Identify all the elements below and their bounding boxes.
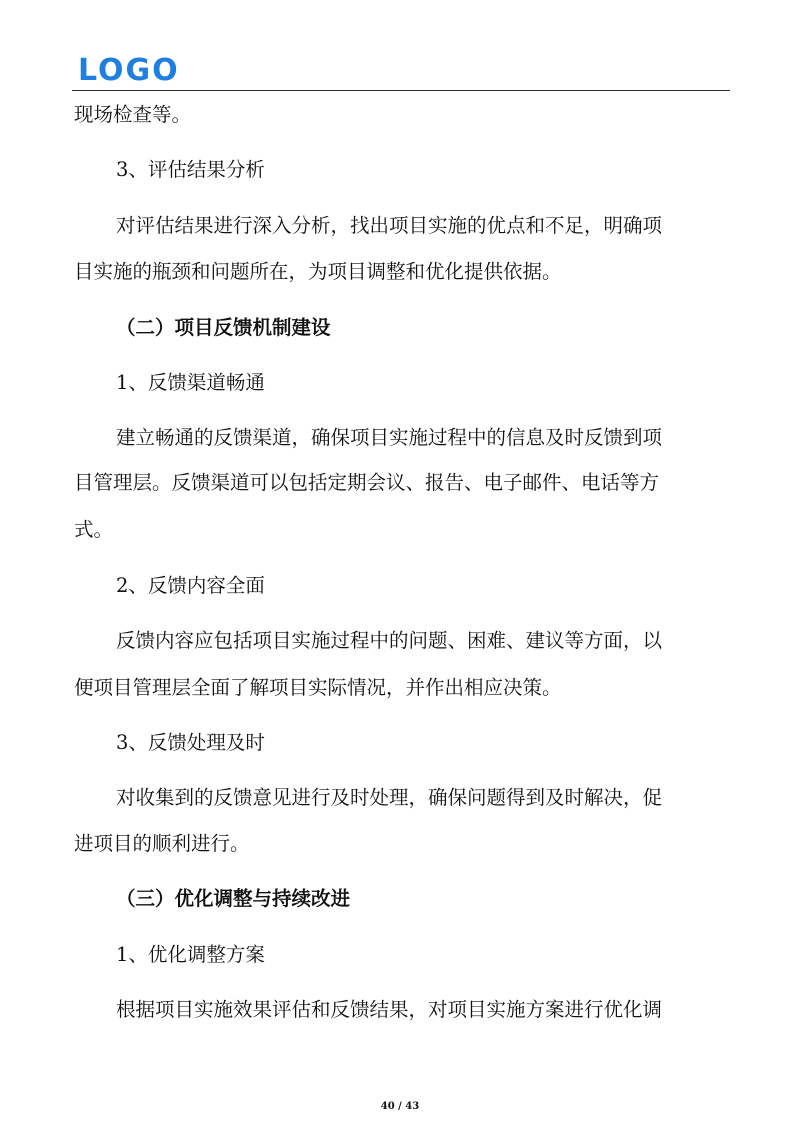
paragraph-line: 目管理层。反馈渠道可以包括定期会议、报告、电子邮件、电话等方 — [74, 471, 660, 494]
paragraph-line: 建立畅通的反馈渠道，确保项目实施过程中的信息及时反馈到项 — [116, 426, 663, 449]
paragraph-line: 进项目的顺利进行。 — [74, 832, 250, 855]
header-divider — [72, 90, 730, 91]
paragraph-line: 根据项目实施效果评估和反馈结果，对项目实施方案进行优化调 — [116, 998, 663, 1021]
logo: LOGO — [78, 53, 180, 88]
section-heading: （二）项目反馈机制建设 — [116, 316, 331, 339]
subsection-heading: 2、反馈内容全面 — [116, 574, 265, 597]
section-heading: （三）优化调整与持续改进 — [116, 887, 351, 910]
subsection-heading: 3、反馈处理及时 — [116, 731, 265, 754]
paragraph-line: 便项目管理层全面了解项目实际情况，并作出相应决策。 — [74, 676, 562, 699]
page-number: 40 / 43 — [380, 1101, 420, 1112]
paragraph-line: 反馈内容应包括项目实施过程中的问题、困难、建议等方面，以 — [116, 629, 663, 652]
paragraph-line: 目实施的瓶颈和问题所在，为项目调整和优化提供依据。 — [74, 260, 562, 283]
subsection-heading: 1、反馈渠道畅通 — [116, 371, 265, 394]
paragraph-line: 式。 — [74, 518, 114, 541]
paragraph-line: 对评估结果进行深入分析，找出项目实施的优点和不足，明确项 — [116, 214, 663, 237]
subsection-heading: 1、优化调整方案 — [116, 943, 265, 966]
subsection-heading: 3、评估结果分析 — [116, 158, 265, 181]
paragraph-line: 现场检查等。 — [74, 103, 192, 126]
paragraph-line: 对收集到的反馈意见进行及时处理，确保问题得到及时解决，促 — [116, 786, 663, 809]
